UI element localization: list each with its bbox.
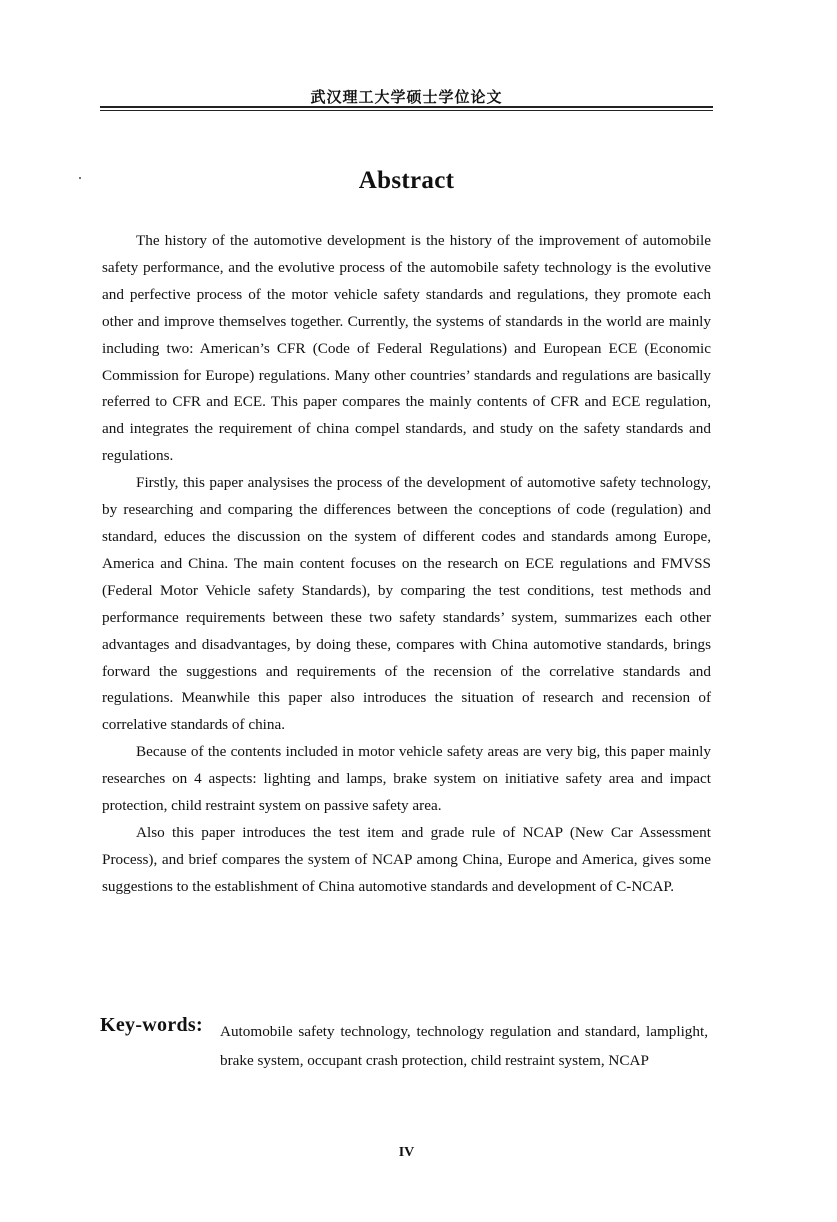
abstract-paragraph-3: Because of the contents included in motor vehicle safety areas are very big, this paper mainly researches on 4 aspects: lighting and lamps, brake system on initiative safety area and impact protection, child restraint system on passive safety area. [102,743,711,815]
header-rule-thin [100,110,713,111]
scan-speck [79,177,81,179]
page-header-title: 武汉理工大学硕士学位论文 [310,90,503,106]
abstract-title: Abstract [358,167,455,194]
abstract-paragraph-2: Firstly, this paper analysises the process of the development of automotive safety technology, by researching and comparing the differences between the conceptions of code (regulation) and standard, educes the discussion on the system of different codes and standards among Europe, America and China. The main content focuses on the research on ECE regulations and FMVSS (Federal Motor Vehicle safety Standards), by comparing the test conditions, test methods and performance requirements between these two safety standards’ system, summarizes each other advantages and disadvantages, by doing these, compares with China automotive standards, brings forward the suggestions and requirements of the recension of the correlative standards and regulations. Meanwhile this paper also introduces the situation of research and recension of correlative standards of china. [102,474,711,734]
header-rule [100,106,713,108]
page-number: IV [398,1145,415,1160]
keywords-label: Key-words: [100,1014,203,1036]
abstract-paragraph-4: Also this paper introduces the test item and grade rule of NCAP (New Car Assessment Process), and brief compares the system of NCAP among China, Europe and America, gives some suggestions to the establishment of China automotive standards and development of C-NCAP. [102,823,711,895]
abstract-body [102,228,711,901]
abstract-paragraph-1: The history of the automotive development is the history of the improvement of automobile safety performance, and the evolutive process of the automobile safety technology is the evolutive and perfective process of the motor vehicle safety standards and regulations, they promote each other and improve themselves together. Currently, the systems of standards in the world are mainly including two: American’s CFR (Code of Federal Regulations) and European ECE (Economic Commission for Europe) regulations. Many other countries’ standards and regulations are basically referred to CFR and ECE. This paper compares the mainly contents of CFR and ECE regulation, and integrates the requirement of china compel standards, and study on the safety standards and regulations. [102,232,711,465]
keywords-text: Automobile safety technology, technology regulation and standard, lamplight, brake system, occupant crash protection, child restraint system, NCAP [220,1023,708,1069]
